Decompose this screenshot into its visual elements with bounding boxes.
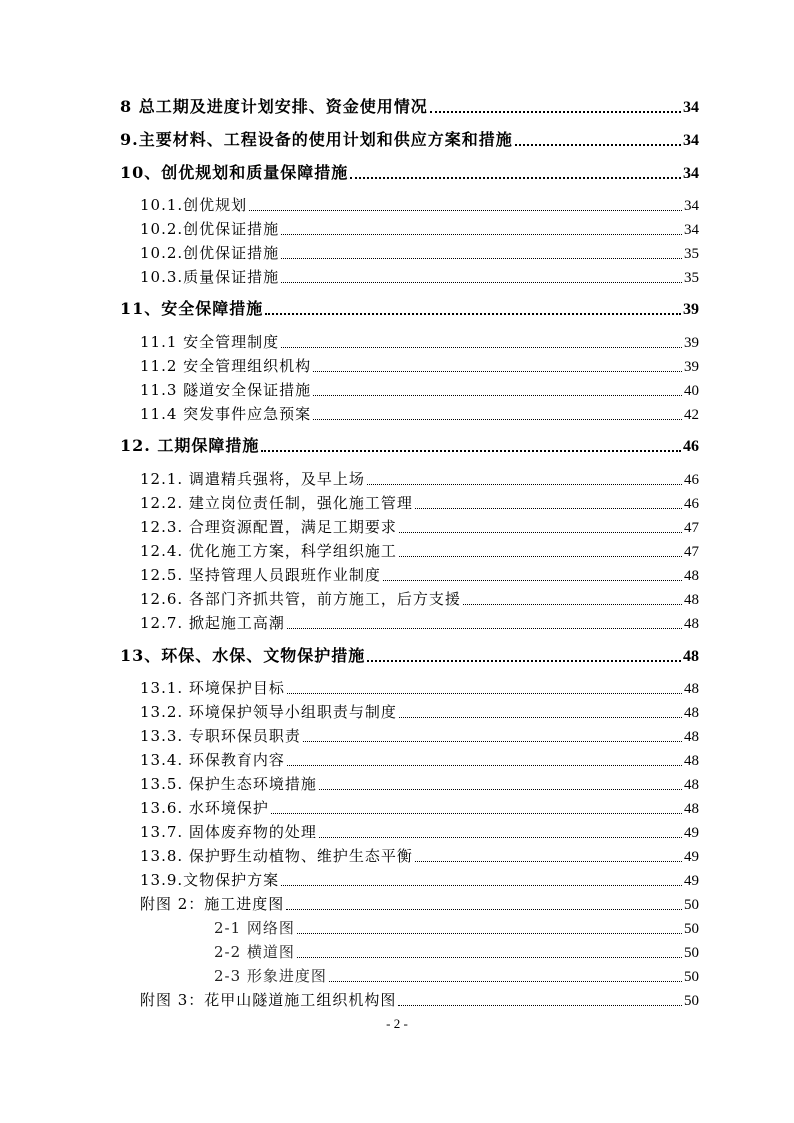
- toc-entry[interactable]: [140, 517, 699, 537]
- toc-entry-page: 34: [683, 165, 699, 182]
- toc-entry-title: 11.3 隧道安全保证措施: [140, 381, 312, 399]
- toc-entry-page: 39: [684, 335, 699, 351]
- toc-entry[interactable]: [140, 990, 699, 1010]
- toc-entry-page: 46: [684, 496, 699, 512]
- toc-entry[interactable]: [140, 195, 699, 215]
- toc-entry-page: 48: [684, 681, 699, 697]
- dot-leader: [329, 981, 682, 982]
- dot-leader: [287, 628, 682, 629]
- toc-entry-title: 附图 2：施工进度图: [140, 895, 285, 913]
- toc-entry-title: 9.主要材料、工程设备的使用计划和供应方案和措施: [120, 130, 513, 149]
- toc-entry[interactable]: [140, 469, 699, 489]
- toc-entry-page: 50: [684, 945, 699, 961]
- dot-leader: [281, 885, 682, 886]
- toc-entry-title: 13.2. 环境保护领导小组职责与制度: [140, 703, 397, 721]
- toc-entry-page: 34: [684, 222, 699, 238]
- toc-entry[interactable]: [140, 870, 699, 890]
- toc-entry[interactable]: [140, 219, 699, 239]
- toc-entry[interactable]: [120, 299, 699, 319]
- toc-entry-page: 48: [683, 648, 699, 665]
- toc-entry-title: 13.4. 环保教育内容: [140, 751, 285, 769]
- toc-entry-page: 50: [684, 897, 699, 913]
- toc-entry[interactable]: [140, 613, 699, 633]
- toc-entry-title: 2-1 网络图: [214, 919, 295, 937]
- dot-leader: [515, 144, 681, 146]
- toc-entry-page: 35: [684, 270, 699, 286]
- toc-entry-page: 46: [683, 438, 699, 455]
- toc-entry-page: 46: [684, 472, 699, 488]
- toc-entry-title: 13.5. 保护生态环境措施: [140, 775, 317, 793]
- toc-entry[interactable]: [140, 404, 699, 424]
- dot-leader: [281, 258, 682, 259]
- dot-leader: [281, 347, 682, 348]
- toc-entry-title: 13、环保、水保、文物保护措施: [120, 646, 366, 665]
- toc-entry[interactable]: [140, 774, 699, 794]
- toc-entry-title: 10.2.创优保证措施: [140, 220, 280, 238]
- toc-entry[interactable]: [140, 726, 699, 746]
- toc-entry-title: 13.9.文物保护方案: [140, 871, 280, 889]
- toc-entry-title: 12.5. 坚持管理人员跟班作业制度: [140, 566, 381, 584]
- toc-entry-title: 8 总工期及进度计划安排、资金使用情况: [120, 97, 428, 116]
- dot-leader: [319, 837, 682, 838]
- toc-entry-page: 34: [683, 99, 699, 116]
- toc-entry-title: 12.6. 各部门齐抓共管，前方施工，后方支援: [140, 590, 461, 608]
- toc-entry[interactable]: [140, 243, 699, 263]
- toc-entry-title: 11、安全保障措施: [120, 299, 264, 318]
- dot-leader: [261, 450, 681, 452]
- toc-entry-title: 13.8. 保护野生动植物、维护生态平衡: [140, 847, 413, 865]
- dot-leader: [399, 532, 682, 533]
- toc-entry[interactable]: [140, 846, 699, 866]
- toc-entry[interactable]: [120, 436, 699, 456]
- toc-entry-title: 13.3. 专职环保员职责: [140, 727, 301, 745]
- dot-leader: [297, 957, 682, 958]
- dot-leader: [281, 282, 682, 283]
- toc-entry-title: 2-3 形象进度图: [214, 967, 327, 985]
- toc-entry-page: 48: [684, 801, 699, 817]
- toc-entry-page: 48: [684, 705, 699, 721]
- toc-entry[interactable]: [140, 822, 699, 842]
- toc-entry-page: 48: [684, 592, 699, 608]
- toc-entry-title: 12. 工期保障措施: [120, 436, 260, 455]
- toc-entry-page: 50: [684, 969, 699, 985]
- toc-entry-title: 10.2.创优保证措施: [140, 244, 280, 262]
- toc-entry-page: 48: [684, 729, 699, 745]
- page-number: - 2 -: [386, 1016, 408, 1031]
- toc-entry[interactable]: [140, 894, 699, 914]
- toc-entry[interactable]: [140, 678, 699, 698]
- dot-leader: [271, 813, 682, 814]
- toc-entry[interactable]: [140, 750, 699, 770]
- toc-entry-page: 48: [684, 753, 699, 769]
- toc-entry-page: 39: [683, 301, 699, 318]
- toc-entry-page: 47: [684, 520, 699, 536]
- dot-leader: [281, 234, 682, 235]
- toc-entry[interactable]: [140, 356, 699, 376]
- toc-entry-page: 50: [684, 993, 699, 1009]
- toc-entry-title: 13.6. 水环境保护: [140, 799, 269, 817]
- dot-leader: [399, 556, 682, 557]
- toc-entry-page: 50: [684, 921, 699, 937]
- toc-entry-title: 13.7. 固体废弃物的处理: [140, 823, 317, 841]
- toc-entry-title: 12.3. 合理资源配置，满足工期要求: [140, 518, 397, 536]
- toc-entry-page: 34: [683, 132, 699, 149]
- dot-leader: [463, 604, 682, 605]
- toc-entry[interactable]: [140, 798, 699, 818]
- toc-entry[interactable]: [140, 267, 699, 287]
- toc-entry-title: 12.7. 掀起施工高潮: [140, 614, 285, 632]
- toc-entry[interactable]: [120, 97, 699, 117]
- toc-entry[interactable]: [120, 163, 699, 183]
- dot-leader: [367, 660, 681, 662]
- toc-entry-page: 49: [684, 849, 699, 865]
- toc-entry-page: 49: [684, 825, 699, 841]
- toc-entry-title: 10.1.创优规划: [140, 196, 248, 214]
- toc-entry-page: 49: [684, 873, 699, 889]
- toc-entry-title: 2-2 横道图: [214, 943, 295, 961]
- toc-entry-page: 48: [684, 568, 699, 584]
- toc-entry-page: 42: [684, 407, 699, 423]
- toc-entry-page: 39: [684, 359, 699, 375]
- dot-leader: [383, 580, 682, 581]
- toc-entry[interactable]: [140, 493, 699, 513]
- toc-entry-title: 10、创优规划和质量保障措施: [120, 163, 349, 182]
- toc-entry[interactable]: [140, 589, 699, 609]
- toc-entry[interactable]: [140, 565, 699, 585]
- dot-leader: [399, 717, 682, 718]
- toc-entry-title: 13.1. 环境保护目标: [140, 679, 285, 697]
- dot-leader: [398, 1005, 682, 1006]
- dot-leader: [313, 419, 682, 420]
- toc-entry-title: 10.3.质量保证措施: [140, 268, 280, 286]
- toc-entry[interactable]: [140, 702, 699, 722]
- dot-leader: [430, 111, 681, 113]
- toc-entry-title: 11.4 突发事件应急预案: [140, 405, 312, 423]
- toc-entry-page: 34: [684, 198, 699, 214]
- dot-leader: [286, 909, 682, 910]
- toc-entry[interactable]: [140, 380, 699, 400]
- toc-entry-title: 附图 3：花甲山隧道施工组织机构图: [140, 991, 397, 1009]
- dot-leader: [350, 177, 681, 179]
- toc-entry-title: 12.1. 调遣精兵强将，及早上场: [140, 470, 365, 488]
- toc-entry[interactable]: [120, 646, 699, 666]
- toc-entry[interactable]: [214, 966, 699, 986]
- dot-leader: [297, 933, 682, 934]
- toc-entry[interactable]: [214, 942, 699, 962]
- toc-entry-page: 48: [684, 616, 699, 632]
- toc-entry[interactable]: [140, 541, 699, 561]
- dot-leader: [303, 741, 682, 742]
- dot-leader: [319, 789, 682, 790]
- toc-entry-page: 40: [684, 383, 699, 399]
- toc-entry-title: 12.2. 建立岗位责任制，强化施工管理: [140, 494, 413, 512]
- toc-entry-page: 35: [684, 246, 699, 262]
- dot-leader: [249, 210, 682, 211]
- dot-leader: [313, 371, 682, 372]
- dot-leader: [415, 508, 682, 509]
- dot-leader: [367, 484, 682, 485]
- toc-entry-page: 48: [684, 777, 699, 793]
- dot-leader: [265, 313, 681, 315]
- dot-leader: [287, 765, 682, 766]
- toc-entry[interactable]: [120, 130, 699, 150]
- toc-entry[interactable]: [140, 332, 699, 352]
- toc-entry-title: 11.2 安全管理组织机构: [140, 357, 312, 375]
- dot-leader: [415, 861, 682, 862]
- toc-entry-title: 11.1 安全管理制度: [140, 333, 280, 351]
- dot-leader: [313, 395, 682, 396]
- toc-entry[interactable]: [214, 918, 699, 938]
- toc-entry-title: 12.4. 优化施工方案，科学组织施工: [140, 542, 397, 560]
- toc-entry-page: 47: [684, 544, 699, 560]
- dot-leader: [287, 693, 682, 694]
